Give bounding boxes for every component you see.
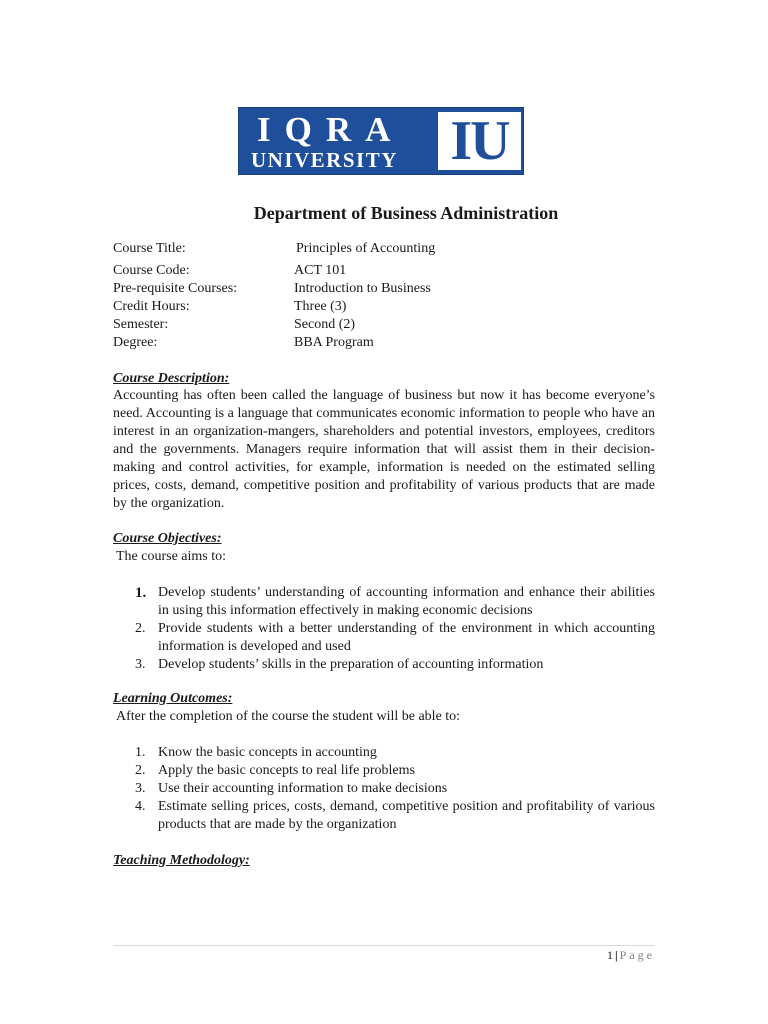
list-item [113,584,655,620]
logo-word-iqra: IQRA [257,110,405,149]
course-title-value: Principles of Accounting [296,241,436,256]
footer-divider [113,945,655,946]
learning-outcomes-heading: Learning Outcomes: [113,691,233,706]
list-text: Use their accounting information to make decisions [158,781,448,796]
page-label: Page [619,948,655,962]
course-code-value: ACT 101 [294,263,347,278]
logo-monogram: IU [438,112,521,170]
course-title-label: Course Title: [113,241,186,256]
list-number: 3. [135,781,146,796]
page-footer [607,947,655,963]
list-item [113,798,655,834]
list-item [113,762,655,780]
prerequisite-label: Pre-requisite Courses: [113,281,238,296]
list-text: Apply the basic concepts to real life problems [158,763,415,778]
list-number: 2. [135,763,146,778]
page-separator: | [615,948,618,962]
list-number: 1. [135,585,147,601]
degree-label: Degree: [113,335,158,350]
course-description-heading: Course Description: [113,371,230,386]
department-title: Department of Business Administration [253,203,559,223]
list-number: 4. [135,799,146,814]
list-number: 3. [135,657,146,672]
semester-value: Second (2) [294,317,356,332]
teaching-methodology-heading: Teaching Methodology: [113,853,250,868]
list-item [113,780,655,798]
page-number: 1 [607,948,614,962]
objectives-list [113,584,655,674]
list-number: 1. [135,745,146,760]
list-item [113,744,655,762]
credit-hours-label: Credit Hours: [113,299,190,314]
list-text: Estimate selling prices, costs, demand, competitive position and profitability of various products that are made by the organization [158,799,655,832]
list-number: 2. [135,621,146,636]
list-text: Provide students with a better understanding of the environment in which accounting information is developed and used [158,621,655,654]
credit-hours-value: Three (3) [294,299,347,314]
list-text: Know the basic concepts in accounting [158,745,377,760]
university-logo [238,107,524,175]
objectives-intro: The course aims to: [116,549,227,564]
semester-label: Semester: [113,317,169,332]
course-objectives-heading: Course Objectives: [113,531,222,546]
list-item [113,620,655,656]
list-item [113,656,655,674]
course-description-text: Accounting has often been called the language of business but now it has become everyone’s need. Accounting is a language that communicates economic information to people who have an interest in an organization-mangers, shareholders and potential investors, employees, creditors and the governments. Managers require information that will assist them in their decision-making and control activities, for example, information is needed on the estimated selling prices, costs, demand, competitive position and profitability of various products that are made by the organization. [113,388,655,511]
list-text: Develop students’ skills in the preparation of accounting information [158,657,544,672]
degree-value: BBA Program [294,335,374,350]
prerequisite-value: Introduction to Business [294,281,431,296]
list-text: Develop students’ understanding of accounting information and enhance their abilities in using this information effectively in making economic decisions [158,585,655,618]
logo-word-university: UNIVERSITY [251,148,398,172]
course-code-label: Course Code: [113,263,190,278]
outcomes-intro: After the completion of the course the student will be able to: [116,709,461,724]
outcomes-list [113,744,655,834]
